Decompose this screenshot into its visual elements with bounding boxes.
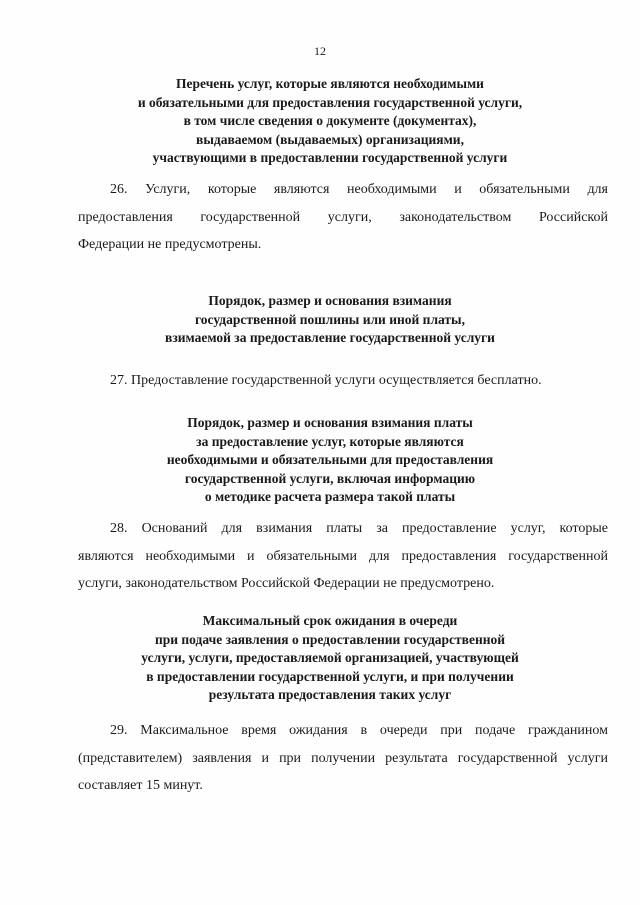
paragraph-27 — [78, 367, 608, 395]
paragraph-line: являются необходимыми и обязательными для предоставления государственной — [78, 548, 608, 564]
section-heading-services-list — [60, 75, 600, 168]
heading-line: Порядок, размер и основания взимания — [208, 293, 452, 308]
paragraph-line: 28. Оснований для взимания платы за предоставление услуг, которые — [110, 521, 608, 536]
heading-line: и обязательными для предоставления государственной услуги, — [137, 94, 523, 110]
heading-line: при подаче заявления о предоставлении государственной — [154, 631, 506, 647]
heading-line: Порядок, размер и основания взимания платы — [187, 415, 473, 430]
paragraph-line: 29. Максимальное время ожидания в очереди при подаче гражданином — [110, 723, 608, 738]
paragraph-line: 27. Предоставление государственной услуги осуществляется бесплатно. — [110, 373, 542, 388]
paragraph-line: 26. Услуги, которые являются необходимыми и обязательными для — [110, 182, 608, 197]
paragraph-line: (представителем) заявления и при получении результата государственной услуги — [78, 750, 608, 766]
section-heading-state-fee — [60, 292, 600, 348]
heading-line: Максимальный срок ожидания в очереди — [202, 613, 458, 628]
paragraph-line: услуги, законодательством Российской Федерации не предусмотрено. — [78, 576, 495, 591]
section-heading-queue-time — [60, 612, 600, 705]
heading-line: Перечень услуг, которые являются необходимыми — [176, 76, 484, 91]
heading-line: взимаемой за предоставление государственной услуги — [165, 330, 495, 345]
paragraph-29 — [78, 717, 608, 800]
heading-line: результата предоставления таких услуг — [208, 687, 452, 702]
heading-line: услуги, услуги, предоставляемой организацией, участвующей — [141, 650, 519, 665]
heading-line: выдаваемом (выдаваемых) организациями, — [196, 131, 464, 147]
paragraph-28 — [78, 515, 608, 598]
section-heading-fee-basis — [60, 414, 600, 507]
heading-line: государственной услуги, включая информацию — [184, 470, 476, 486]
heading-line: государственной пошлины или иной платы, — [195, 311, 465, 327]
paragraph-26 — [78, 176, 608, 259]
page-number: 12 — [314, 44, 326, 58]
heading-line: в предоставлении государственной услуги, и при получении — [146, 668, 514, 684]
heading-line: необходимыми и обязательными для предоставления — [166, 452, 494, 467]
paragraph-line: составляет 15 минут. — [78, 778, 203, 793]
heading-line: за предоставление услуг, которые являются — [196, 433, 464, 449]
heading-line: участвующими в предоставлении государственной услуги — [152, 150, 508, 165]
paragraph-line: предоставления государственной услуги, законодательством Российской — [78, 209, 608, 225]
paragraph-line: Федерации не предусмотрены. — [78, 237, 262, 252]
heading-line: в том числе сведения о документе (документах), — [183, 113, 477, 128]
heading-line: о методике расчета размера такой платы — [204, 489, 456, 504]
